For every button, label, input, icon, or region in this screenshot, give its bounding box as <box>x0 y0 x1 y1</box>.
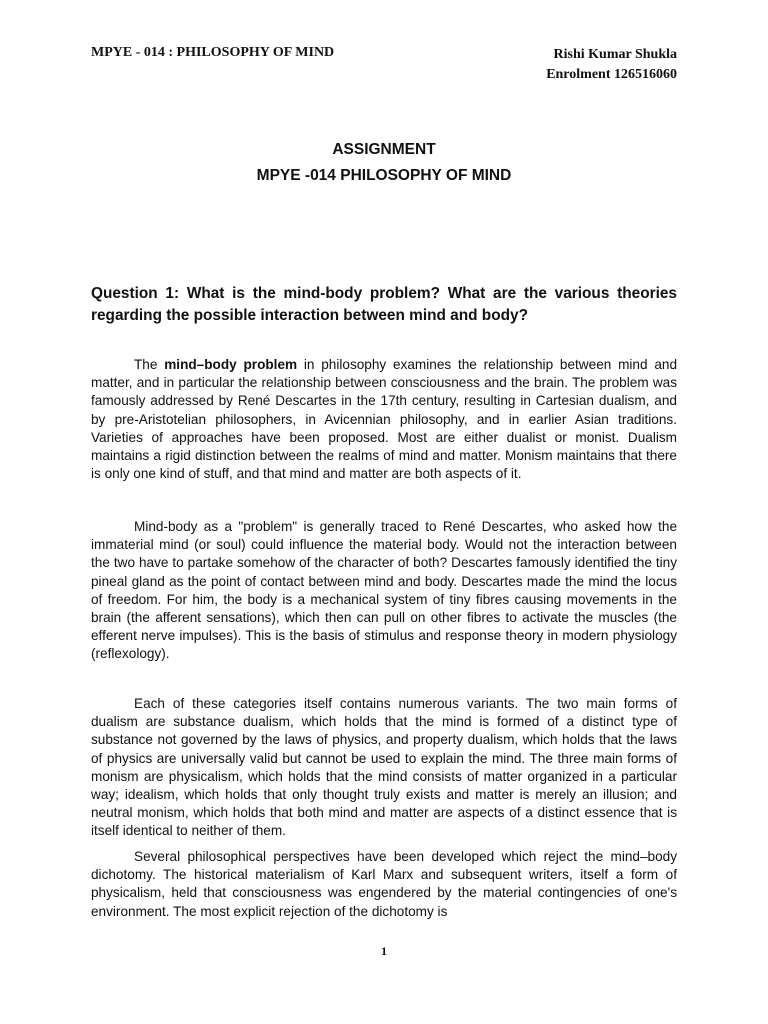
paragraph-4: Several philosophical perspectives have been developed which reject the mind–body dichotomy. The historical materialism of Karl Marx and subsequent writers, itself a form of physicalism, held that consciousness was engendered by the material contingencies of one's environment. The most explicit rejection of the dichotomy is <box>91 849 677 919</box>
paragraph-3: Each of these categories itself contains numerous variants. The two main forms of dualism are substance dualism, which holds that the mind is formed of a distinct type of substance not governed by the laws of physics, and property dualism, which holds that the laws of physics are universally valid but cannot be used to explain the mind. The three main forms of monism are physicalism, which holds that the mind consists of matter organized in a particular way; idealism, which holds that only thought truly exists and matter is merely an illusion; and neutral monism, which holds that both mind and matter are aspects of a distinct essence that is itself identical to neither of them. <box>91 696 677 839</box>
paragraph-2: Mind-body as a "problem" is generally traced to René Descartes, who asked how the immaterial mind (or soul) could influence the material body. Would not the interaction between the two have to partake somehow of the character of both? Descartes famously identified the tiny pineal gland as the point of contact between mind and body. Descartes made the mind the locus of freedom. For him, the body is a mechanical system of tiny fibres causing movements in the brain (the afferent sensations), which then can pull on other fibres to activate the muscles (the efferent nerve impulses). This is the basis of stimulus and response theory in modern physiology (reflexology). <box>91 519 677 662</box>
header-author-block <box>546 45 677 85</box>
title-line-course: MPYE -014 PHILOSOPHY OF MIND <box>256 167 512 184</box>
title-line-assignment: ASSIGNMENT <box>332 141 436 158</box>
page-number: 1 <box>381 944 387 958</box>
assignment-title <box>91 137 677 189</box>
header-course-title: MPYE - 014 : PHILOSOPHY OF MIND <box>91 45 335 60</box>
paragraph-1-rest: in philosophy examines the relationship between mind and matter, and in particular the relationship between consciousness and the brain. The problem was famously addressed by René Descartes in the 17th century, resulting in Cartesian dualism, and by pre-Aristotelian philosophers, in Avicennian philosophy, and in earlier Asian traditions. Varieties of approaches have been proposed. Most are either dualist or monist. Dualism maintains a rigid distinction between the realms of mind and matter. Monism maintains that there is only one kind of stuff, and that mind and matter are both aspects of it. <box>91 357 677 482</box>
paragraph-1-prefix: The <box>134 357 165 372</box>
question-heading: Question 1: What is the mind-body problem? What are the various theories regarding the possible interaction between mind and body? <box>91 285 677 324</box>
header-author-name: Rishi Kumar Shukla <box>553 47 677 62</box>
header-enrolment: Enrolment 126516060 <box>546 67 677 82</box>
paragraph-1-bold-term: mind–body problem <box>164 357 298 372</box>
paragraph-1 <box>91 356 677 483</box>
